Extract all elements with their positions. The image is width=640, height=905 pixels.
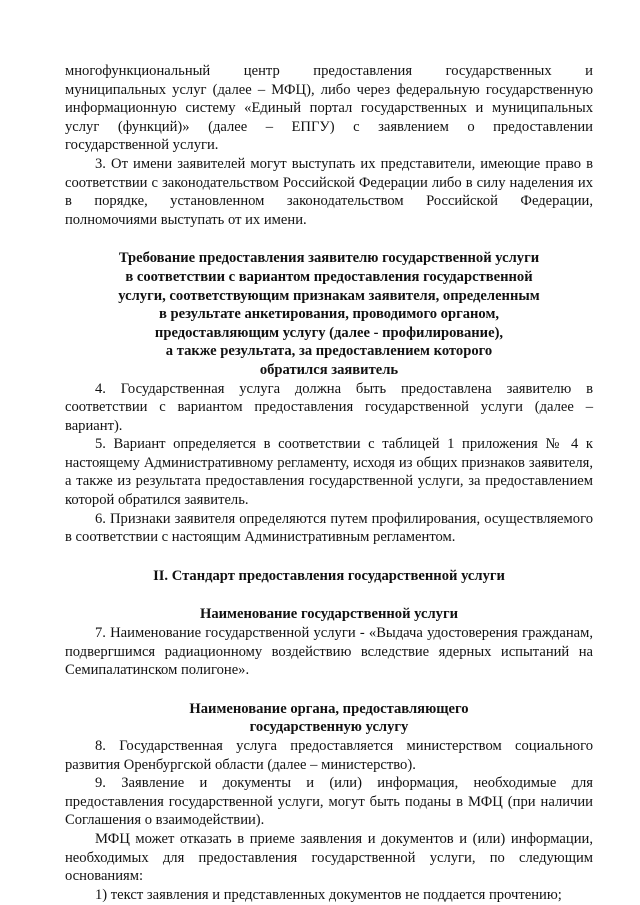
heading-variant-requirement <box>65 249 593 379</box>
paragraph-9: 9. Заявление и документы и (или) информация, необходимые для предоставления государственной услуги, могут быть поданы в МФЦ (при наличии Соглашения о взаимодействии). <box>65 775 593 829</box>
paragraph-intro-line: государственной услуги. <box>65 137 219 154</box>
paragraph-intro-line: информационную систему «Единый портал государственных и муниципальных <box>65 100 593 117</box>
list-item-1: 1) текст заявления и представленных документов не поддается прочтению; <box>95 886 562 903</box>
paragraph-mfc-refusal: МФЦ может отказать в приеме заявления и документов и (или) информации, необходимых для предоставления государственной услуги, по следующим основаниям: <box>65 830 593 885</box>
heading-agency-name <box>65 700 593 737</box>
heading-line: обратился заявитель <box>259 361 399 378</box>
heading-line: Наименование органа, предоставляющего <box>189 700 469 717</box>
paragraph-8: 8. Государственная услуга предоставляется министерством социального развития Оренбургской области (далее – министерство). <box>65 738 593 773</box>
paragraph-4: 4. Государственная услуга должна быть предоставлена заявителю в соответствии с вариантом предоставления государственной услуги (далее – вариант). <box>65 380 593 434</box>
heading-service-name: Наименование государственной услуги <box>200 606 458 623</box>
section-title: II. Стандарт предоставления государственной услуги <box>153 567 505 584</box>
heading-line: государственную услугу <box>249 719 409 736</box>
paragraph-3: 3. От имени заявителей могут выступать их представители, имеющие право в соответствии с законодательством Российской Федерации либо в силу наделения их в порядке, установленном законодательством Российской Федерации, полномочиями выступать от их имени. <box>65 155 593 228</box>
paragraph-5: 5. Вариант определяется в соответствии с таблицей 1 приложения № 4 к настоящему Административному регламенту, исходя из общих признаков заявителя, а также из результата предоставления государственной услуги, за предоставлением которой обратился заявитель. <box>65 436 593 509</box>
paragraph-intro-line: многофункциональный центр предоставления государственных и <box>65 63 593 79</box>
document-page <box>65 62 593 904</box>
heading-line: предоставляющим услугу (далее - профилирование), <box>154 324 504 341</box>
paragraph-6: 6. Признаки заявителя определяются путем профилирования, осуществляемого в соответствии с настоящим Административным регламентом. <box>65 510 593 546</box>
heading-line: Требование предоставления заявителю государственной услуги <box>118 250 540 267</box>
heading-line: в результате анкетирования, проводимого органом, <box>158 306 500 323</box>
paragraph-intro-line: муниципальных услуг (далее – МФЦ), либо через федеральную государственную <box>65 81 593 98</box>
heading-line: а также результата, за предоставлением которого <box>165 343 493 360</box>
heading-line: в соответствии с вариантом предоставления государственной <box>125 268 533 285</box>
paragraph-intro <box>65 62 593 155</box>
paragraph-intro-line: услуг (функций)» (далее – ЕПГУ) с заявлением о предоставлении <box>65 118 593 135</box>
heading-line: услуги, соответствующим признакам заявителя, определенным <box>118 287 540 304</box>
paragraph-7: 7. Наименование государственной услуги - «Выдача удостоверения гражданам, подвергшимся радиационному воздействию вследствие ядерных испытаний на Семипалатинском полигоне». <box>65 625 593 679</box>
